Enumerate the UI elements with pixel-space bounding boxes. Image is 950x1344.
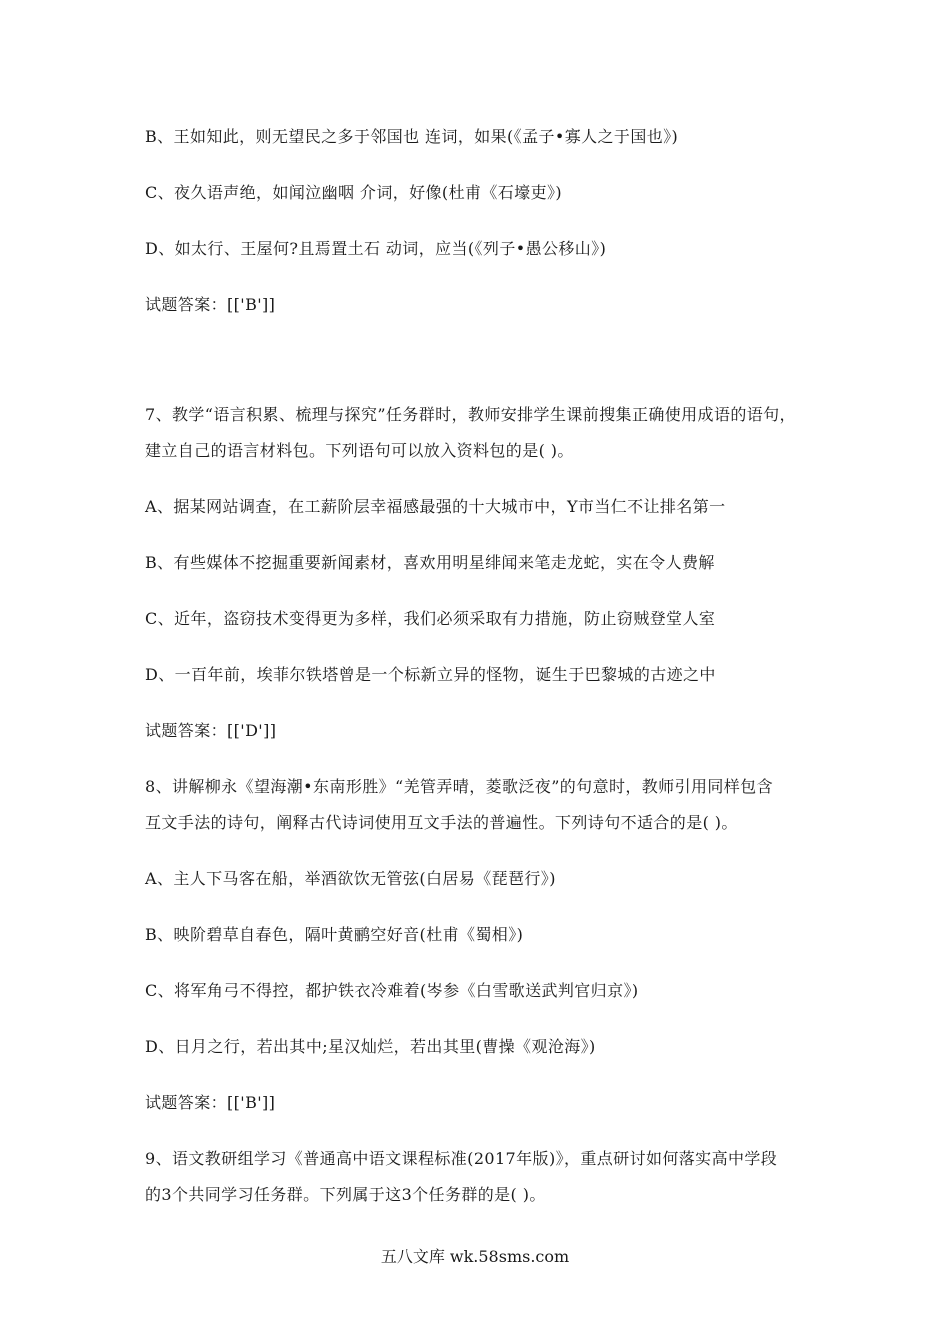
question-9-line-2: 的3个共同学习任务群。下列属于这3个任务群的是( )。: [145, 1185, 546, 1204]
option-c-q6: C、夜久语声绝，如闻泣幽咽 介词，好像(杜甫《石壕吏》): [145, 183, 563, 202]
question-8-line-1: 8、讲解柳永《望海潮•东南形胜》“羌管弄晴，菱歌泛夜”的句意时，教师引用同样包含: [145, 777, 773, 796]
option-a-q8: A、主人下马客在船，举酒欲饮无管弦(白居易《琵琶行》): [145, 869, 556, 888]
answer-q6: 试题答案：[['B']]: [145, 295, 276, 314]
question-7-line-1: 7、教学“语言积累、梳理与探究”任务群时，教师安排学生课前搜集正确使用成语的语句，: [145, 405, 796, 424]
option-b-q6: B、王如知此，则无望民之多于邻国也 连词，如果(《孟子•寡人之于国也》): [145, 127, 679, 146]
option-b-q8: B、映阶碧草自春色，隔叶黄鹂空好音(杜甫《蜀相》): [145, 925, 524, 944]
option-d-q8: D、日月之行，若出其中;星汉灿烂，若出其里(曹操《观沧海》): [145, 1037, 596, 1056]
question-8-line-2: 互文手法的诗句，阐释古代诗词使用互文手法的普遍性。下列诗句不适合的是( )。: [145, 813, 738, 832]
option-d-q6: D、如太行、王屋何?且焉置土石 动词，应当(《列子•愚公移山》): [145, 239, 607, 258]
option-c-q7: C、近年，盗窃技术变得更为多样，我们必须采取有力措施，防止窃贼登堂人室: [145, 609, 716, 628]
option-a-q7: A、据某网站调查，在工薪阶层幸福感最强的十大城市中，Y市当仁不让排名第一: [145, 497, 726, 516]
footer-watermark: 五八文库 wk.58sms.com: [380, 1247, 570, 1266]
answer-q8: 试题答案：[['B']]: [145, 1093, 276, 1112]
question-7-line-2: 建立自己的语言材料包。下列语句可以放入资料包的是( )。: [145, 441, 574, 460]
option-b-q7: B、有些媒体不挖掘重要新闻素材，喜欢用明星绯闻来笔走龙蛇，实在令人费解: [145, 553, 715, 572]
option-c-q8: C、将军角弓不得控，都护铁衣冷难着(岑参《白雪歌送武判官归京》): [145, 981, 639, 1000]
question-9-line-1: 9、语文教研组学习《普通高中语文课程标准(2017年版)》，重点研讨如何落实高中学段: [145, 1149, 778, 1168]
option-d-q7: D、一百年前，埃菲尔铁塔曾是一个标新立异的怪物，诞生于巴黎城的古迹之中: [145, 665, 716, 684]
answer-q7: 试题答案：[['D']]: [145, 721, 277, 740]
